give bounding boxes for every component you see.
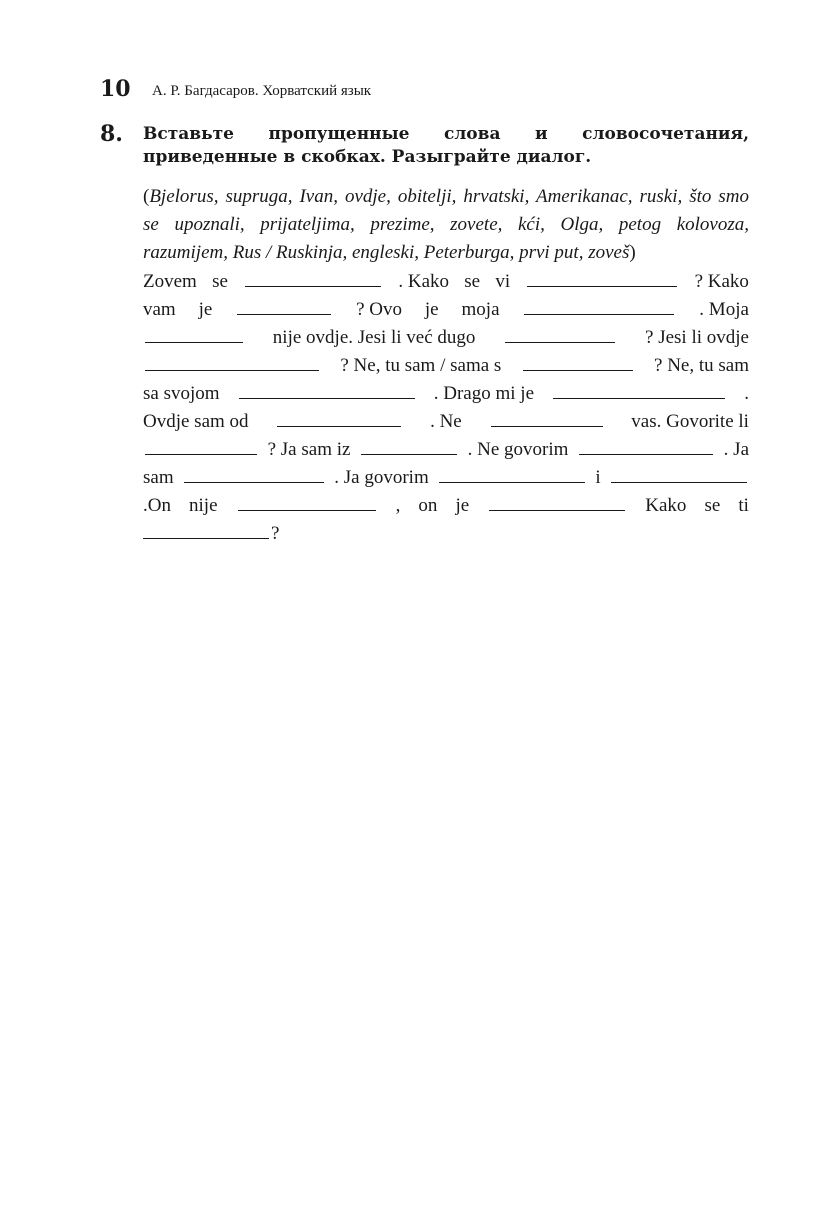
text-segment: ? Jesi li ovdje <box>645 327 749 348</box>
text-segment: . Kako <box>398 271 450 292</box>
fill-in-blank[interactable] <box>145 350 319 371</box>
text-segment: ? <box>271 523 280 544</box>
text-segment: , <box>395 495 401 516</box>
text-segment: Ovdje sam od <box>143 411 249 432</box>
text-segment: . Ja govorim <box>334 467 429 488</box>
fill-in-blank[interactable] <box>184 462 324 483</box>
text-segment: . Drago mi je <box>433 383 535 404</box>
text-segment: i <box>595 467 601 488</box>
dialog-line <box>143 350 749 378</box>
text-segment: vi <box>495 271 511 292</box>
text-segment: sam <box>143 467 174 488</box>
text-segment: Kako <box>645 495 687 516</box>
dialog-line <box>143 266 749 294</box>
text-segment: nije ovdje. Jesi li već dugo <box>272 327 476 348</box>
text-segment: nije <box>189 495 218 516</box>
text-segment: ? Ne, tu sam <box>654 355 749 376</box>
dialog-line <box>143 378 749 406</box>
fill-in-blank[interactable] <box>361 434 457 455</box>
text-segment: ? Kako <box>694 271 749 292</box>
text-segment: . Ja <box>723 439 749 460</box>
word-bank-list: Bjelorus, supruga, Ivan, ovdje, obitelji, hrvatski, Amerikanac, ruski, što smo se upoznali, prijateljima, prezime, zovete, kći, Olga, petog kolovoza, razumijem, Rus / Ruskinja, engleski, Peterburga, prvi put, zoveš <box>143 186 749 263</box>
word-bank <box>143 183 749 267</box>
text-segment: se <box>704 495 721 516</box>
fill-in-blank[interactable] <box>245 266 381 287</box>
dialog-line <box>143 434 749 462</box>
dialog-text <box>143 266 749 546</box>
dialog-line <box>143 294 749 322</box>
exercise-instruction: Вставьте пропущенные слова и словосочетания, приведенные в скобках. Разыграйте диалог. <box>143 124 749 167</box>
text-segment: je <box>198 299 213 320</box>
dialog-line <box>143 462 749 490</box>
text-segment: vam <box>143 299 176 320</box>
fill-in-blank[interactable] <box>143 518 269 539</box>
fill-in-blank[interactable] <box>611 462 747 483</box>
fill-in-blank[interactable] <box>579 434 713 455</box>
text-segment: on <box>418 495 438 516</box>
dialog-line <box>143 490 749 518</box>
fill-in-blank[interactable] <box>145 322 243 343</box>
text-segment: . Ne govorim <box>467 439 569 460</box>
text-segment: ? Ne, tu sam / sama s <box>340 355 502 376</box>
text-segment: moja <box>461 299 500 320</box>
fill-in-blank[interactable] <box>527 266 677 287</box>
text-segment: .On <box>143 495 171 516</box>
dialog-line <box>143 518 749 546</box>
fill-in-blank[interactable] <box>277 406 401 427</box>
text-segment: ? Ovo <box>356 299 403 320</box>
text-segment: . Ne <box>430 411 462 432</box>
running-title: А. Р. Багдасаров. Хорватский язык <box>152 83 372 99</box>
fill-in-blank[interactable] <box>489 490 625 511</box>
exercise-number: 8. <box>100 121 123 147</box>
text-segment: se <box>212 271 228 292</box>
fill-in-blank[interactable] <box>145 434 257 455</box>
text-segment: ti <box>738 495 749 516</box>
text-segment: je <box>424 299 439 320</box>
dialog-line <box>143 406 749 434</box>
text-segment: se <box>464 271 481 292</box>
word-bank-close-paren: ) <box>629 242 636 263</box>
fill-in-blank[interactable] <box>439 462 585 483</box>
page-number: 10 <box>100 76 131 102</box>
fill-in-blank[interactable] <box>553 378 725 399</box>
text-segment: sa svojom <box>143 383 220 404</box>
text-segment: Zovem <box>143 271 197 292</box>
text-segment: . Moja <box>699 299 749 320</box>
word-bank-open-paren: ( <box>143 186 150 207</box>
fill-in-blank[interactable] <box>239 378 415 399</box>
dialog-line <box>143 322 749 350</box>
text-segment: . <box>744 383 749 404</box>
fill-in-blank[interactable] <box>238 490 376 511</box>
text-segment: je <box>455 495 470 516</box>
fill-in-blank[interactable] <box>524 294 674 315</box>
text-segment: vas. Govorite li <box>631 411 749 432</box>
fill-in-blank[interactable] <box>237 294 331 315</box>
fill-in-blank[interactable] <box>491 406 603 427</box>
text-segment: ? Ja sam iz <box>267 439 351 460</box>
fill-in-blank[interactable] <box>523 350 633 371</box>
fill-in-blank[interactable] <box>505 322 615 343</box>
